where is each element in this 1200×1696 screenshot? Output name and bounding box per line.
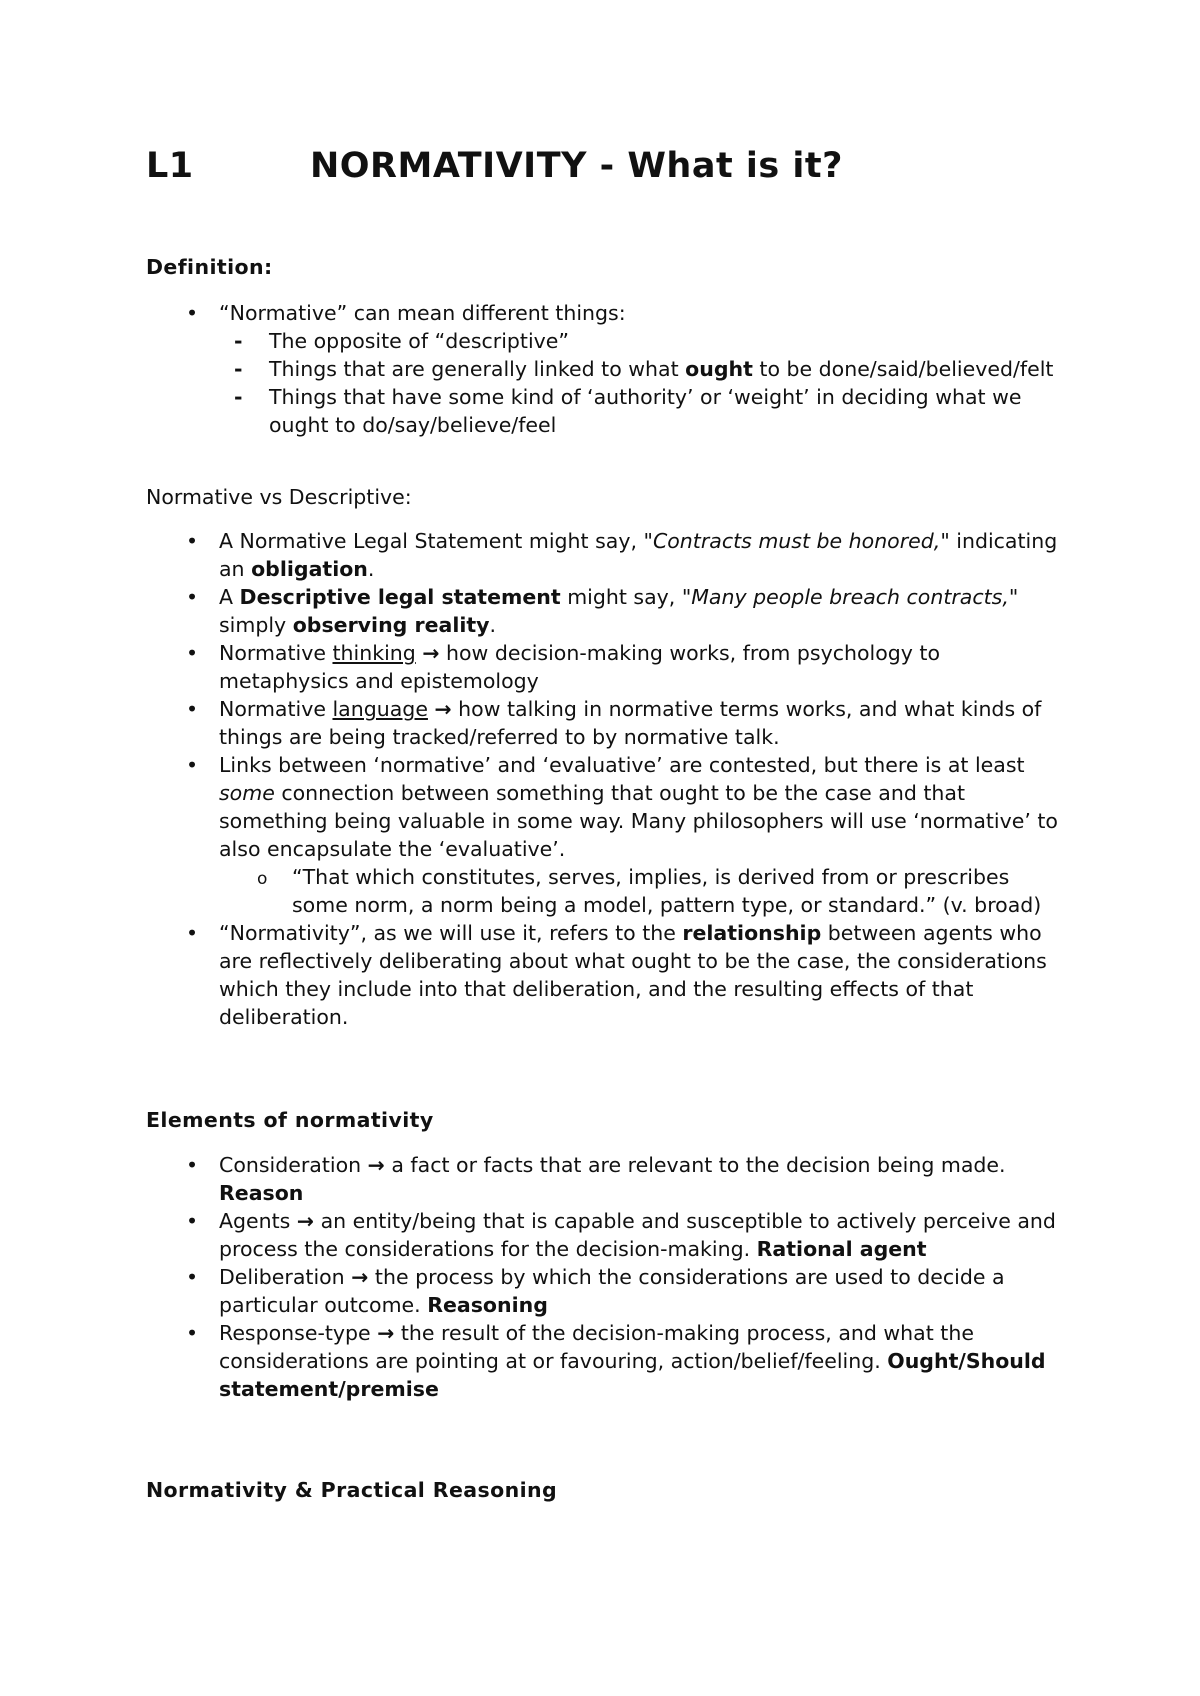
bullet-icon: • (185, 641, 199, 665)
list-item-text: " simply (219, 585, 1019, 637)
list-item-text: A (219, 585, 240, 609)
italic-text: Many people breach contracts, (691, 585, 1009, 609)
list-item (146, 751, 1066, 919)
list-item (219, 355, 1066, 383)
element-term: Deliberation (219, 1265, 345, 1289)
bullet-icon: • (185, 529, 199, 553)
normative-vs-descriptive-section (146, 527, 1066, 1031)
list-item (146, 639, 1066, 695)
arrow-icon: → (367, 1153, 385, 1177)
list-item (146, 1207, 1066, 1263)
elements-section (146, 1151, 1066, 1403)
dash-icon: - (234, 357, 243, 381)
dash-icon: - (234, 385, 243, 409)
list-item-text: Normative (219, 641, 333, 665)
nvd-list (146, 527, 1066, 1031)
list-item-text: . (367, 557, 375, 581)
element-term: Agents (219, 1209, 291, 1233)
bullet-icon: • (185, 697, 199, 721)
arrow-icon: → (422, 641, 440, 665)
list-item (146, 299, 1066, 439)
emphasis-text: relationship (682, 921, 822, 945)
normative-vs-descriptive-heading: Normative vs Descriptive: (146, 485, 412, 509)
list-item (146, 583, 1066, 639)
bullet-icon: • (185, 1209, 199, 1233)
list-item-text: Things that are generally linked to what (269, 357, 686, 381)
list-item-text: Normative (219, 697, 333, 721)
list-item-text: how decision-making works, from psychology to metaphysics and epistemology (219, 641, 941, 693)
bullet-icon: • (185, 1321, 199, 1345)
list-item-text: the result of the decision-making process, and what the considerations are pointing at or favouring, action/belief/feeling. (219, 1321, 974, 1373)
list-item-text: The opposite of “descriptive” (269, 329, 570, 353)
quote-text: “That which constitutes, serves, implies, is derived from or prescribes some norm, a norm being a model, pattern type, or standard.” (v. broad) (292, 865, 1042, 917)
element-term: Consideration (219, 1153, 362, 1177)
arrow-icon: → (434, 697, 452, 721)
list-item-text: the process by which the considerations are used to decide a particular outcome. (219, 1265, 1005, 1317)
underlined-text: thinking (332, 641, 416, 665)
list-item (146, 1263, 1066, 1319)
list-item-text: A Normative Legal Statement might say, " (219, 529, 653, 553)
definition-list (146, 299, 1066, 439)
list-item-text: an entity/being that is capable and susceptible to actively perceive and process the considerations for the decision-making. (219, 1209, 1056, 1261)
arrow-icon: → (377, 1321, 395, 1345)
list-item-text: a fact or facts that are relevant to the decision being made. (384, 1153, 1006, 1177)
definition-sublist (219, 327, 1066, 439)
list-item (146, 527, 1066, 583)
bullet-icon: • (185, 1265, 199, 1289)
element-term: Response-type (219, 1321, 371, 1345)
emphasis-text: obligation (251, 557, 368, 581)
element-tag: Rational agent (756, 1237, 927, 1261)
underlined-text: language (332, 697, 428, 721)
list-item-text: " indicating an (219, 529, 1058, 581)
arrow-icon: → (351, 1265, 369, 1289)
emphasis-text: ought (685, 357, 753, 381)
title-text: NORMATIVITY - What is it? (310, 146, 843, 186)
list-item (146, 695, 1066, 751)
bullet-icon: • (185, 301, 199, 325)
list-item (219, 863, 1066, 919)
italic-text: some (219, 781, 275, 805)
bullet-icon: • (185, 1153, 199, 1177)
nvd-sublist (219, 863, 1066, 919)
element-tag: Reason (219, 1181, 304, 1205)
list-item-text: Things that have some kind of ‘authority’ or ‘weight’ in deciding what we ought to do/say/believe/feel (269, 385, 1022, 437)
emphasis-text: observing reality (292, 613, 490, 637)
emphasis-text: Descriptive legal statement (239, 585, 561, 609)
list-item-text: Links between ‘normative’ and ‘evaluative’ are contested, but there is at least (219, 753, 1025, 777)
element-tag: Reasoning (427, 1293, 548, 1317)
list-item-text: “Normativity”, as we will use it, refers to the (219, 921, 683, 945)
definition-heading: Definition: (146, 255, 273, 279)
definition-section (146, 299, 1066, 439)
bullet-icon: • (185, 921, 199, 945)
list-item (146, 1151, 1066, 1207)
list-item (219, 327, 1066, 355)
list-item (219, 383, 1066, 439)
dash-icon: - (234, 329, 243, 353)
element-tag: Ought/Should statement/premise (219, 1349, 1046, 1401)
italic-text: Contracts must be honored, (652, 529, 941, 553)
bullet-icon: • (185, 753, 199, 777)
practical-reasoning-heading: Normativity & Practical Reasoning (146, 1478, 558, 1502)
list-item-text: how talking in normative terms works, and what kinds of things are being tracked/referred to by normative talk. (219, 697, 1042, 749)
elements-heading: Elements of normativity (146, 1108, 434, 1132)
bullet-icon: • (185, 585, 199, 609)
circle-bullet-icon: o (257, 869, 268, 889)
elements-list (146, 1151, 1066, 1403)
list-item (146, 1319, 1066, 1403)
definition-intro: “Normative” can mean different things: (219, 301, 626, 325)
list-item-text: might say, " (560, 585, 692, 609)
list-item-text: between agents who are reflectively deliberating about what ought to be the case, the considerations which they include into that deliberation, and the resulting effects of that deliberation. (219, 921, 1047, 1029)
list-item (146, 919, 1066, 1031)
list-item-text: to be done/said/believed/felt (752, 357, 1054, 381)
lecture-code: L1 (146, 146, 194, 186)
list-item-text: connection between something that ought to be the case and that something being valuable in some way. Many philosophers will use ‘normative’ to also encapsulate the ‘evaluative’. (219, 781, 1058, 861)
list-item-text: . (489, 613, 497, 637)
arrow-icon: → (296, 1209, 315, 1233)
